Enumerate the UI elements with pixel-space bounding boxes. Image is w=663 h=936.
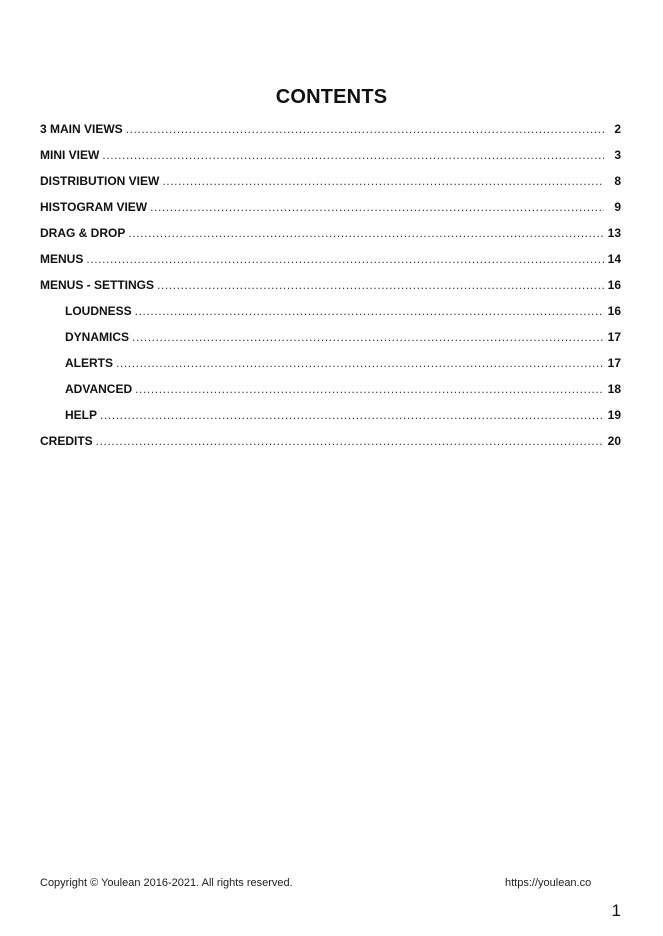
toc-entry-label: HISTOGRAM VIEW — [40, 200, 148, 214]
toc-dot-leader — [116, 356, 604, 370]
toc-dot-leader — [126, 122, 604, 136]
toc-dot-leader — [150, 200, 604, 214]
toc-entry-page: 17 — [607, 330, 621, 344]
table-of-contents — [40, 122, 621, 460]
toc-entry-page: 9 — [614, 200, 621, 214]
toc-entry-page: 18 — [607, 382, 621, 396]
toc-dot-leader — [86, 252, 604, 266]
toc-dot-leader — [135, 304, 604, 318]
toc-entry-label: DYNAMICS — [65, 330, 130, 344]
toc-dot-leader — [162, 174, 604, 188]
toc-entry-label: ADVANCED — [65, 382, 133, 396]
toc-entry-alerts[interactable] — [40, 356, 621, 382]
toc-entry-drag-and-drop[interactable] — [40, 226, 621, 252]
toc-entry-page: 13 — [607, 226, 621, 240]
toc-entry-credits[interactable] — [40, 434, 621, 460]
toc-entry-label: MINI VIEW — [40, 148, 100, 162]
toc-entry-loudness[interactable] — [40, 304, 621, 330]
toc-entry-advanced[interactable] — [40, 382, 621, 408]
toc-entry-label: MENUS - SETTINGS — [40, 278, 155, 292]
toc-entry-label: CREDITS — [40, 434, 93, 448]
toc-entry-distribution-view[interactable] — [40, 174, 621, 200]
toc-entry-page: 17 — [607, 356, 621, 370]
toc-dot-leader — [135, 382, 604, 396]
toc-dot-leader — [96, 434, 604, 448]
toc-dot-leader — [100, 408, 604, 422]
toc-entry-page: 16 — [607, 304, 621, 318]
toc-entry-page: 3 — [614, 148, 621, 162]
footer-copyright: Copyright © Youlean 2016-2021. All rights reserved. — [40, 877, 293, 889]
toc-entry-label: MENUS — [40, 252, 84, 266]
toc-dot-leader — [102, 148, 604, 162]
toc-entry-page: 8 — [614, 174, 621, 188]
toc-entry-dynamics[interactable] — [40, 330, 621, 356]
toc-entry-histogram-view[interactable] — [40, 200, 621, 226]
toc-entry-menus[interactable] — [40, 252, 621, 278]
toc-entry-page: 16 — [607, 278, 621, 292]
page-number: 1 — [611, 901, 621, 920]
toc-entry-page: 2 — [614, 122, 621, 136]
toc-dot-leader — [157, 278, 604, 292]
toc-entry-mini-view[interactable] — [40, 148, 621, 174]
footer-url[interactable]: https://youlean.co — [505, 877, 592, 889]
toc-entry-menus-settings[interactable] — [40, 278, 621, 304]
toc-dot-leader — [132, 330, 604, 344]
toc-entry-label: LOUDNESS — [65, 304, 132, 318]
toc-entry-3-main-views[interactable] — [40, 122, 621, 148]
toc-entry-label: HELP — [65, 408, 98, 422]
toc-entry-label: ALERTS — [65, 356, 113, 370]
toc-entry-label: DRAG & DROP — [40, 226, 126, 240]
page-title: CONTENTS — [275, 86, 388, 108]
toc-entry-page: 20 — [607, 434, 621, 448]
toc-entry-label: 3 MAIN VIEWS — [40, 122, 123, 136]
toc-dot-leader — [128, 226, 604, 240]
toc-entry-label: DISTRIBUTION VIEW — [40, 174, 160, 188]
toc-entry-page: 14 — [607, 252, 621, 266]
toc-entry-page: 19 — [607, 408, 621, 422]
toc-entry-help[interactable] — [40, 408, 621, 434]
